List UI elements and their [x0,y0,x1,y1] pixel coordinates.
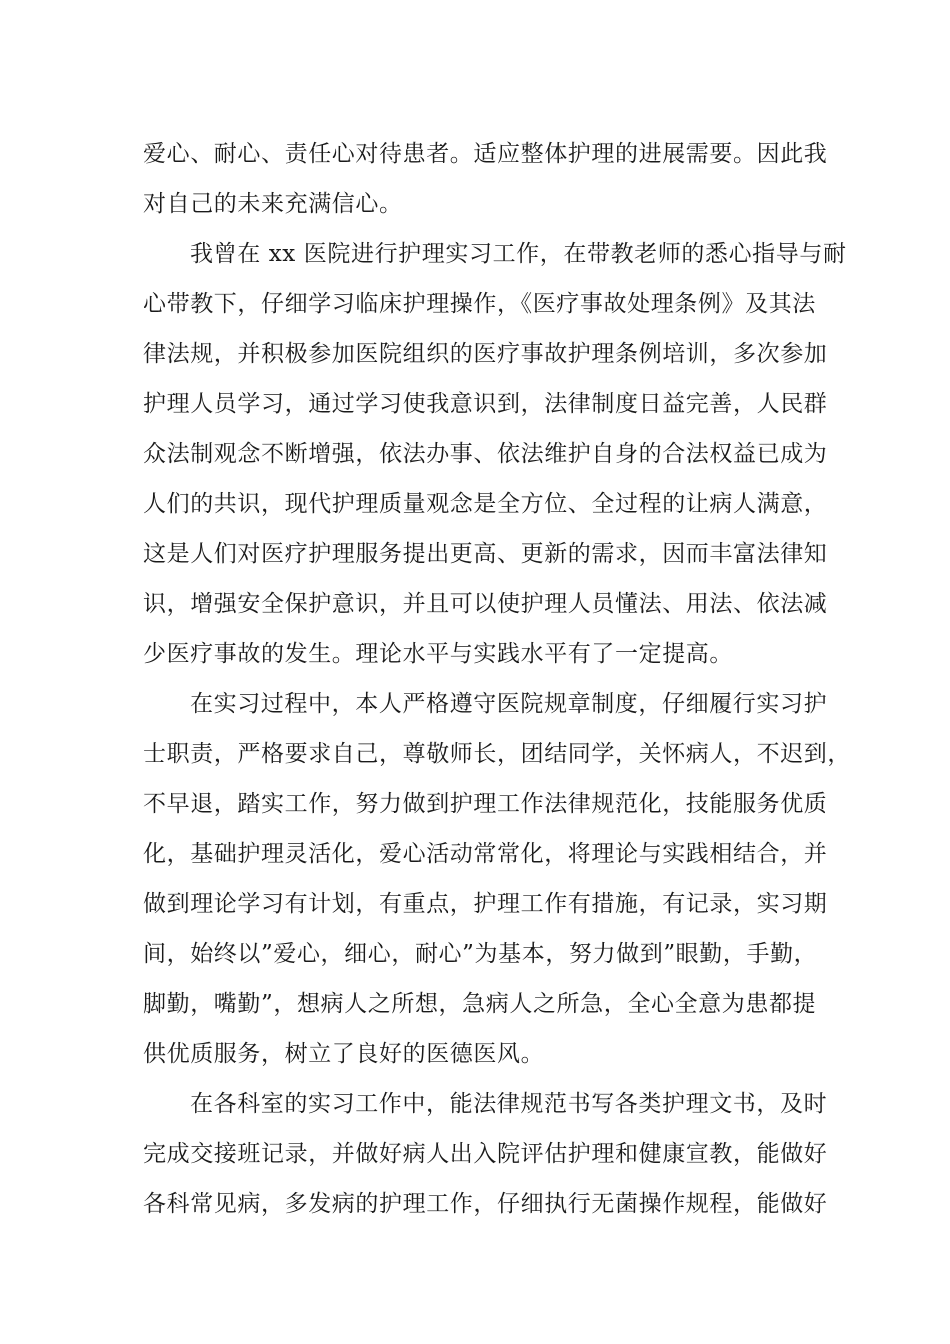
text-line-16: 做到理论学习有计划，有重点，护理工作有措施，有记录，实习期 [143,891,828,917]
text-line-11: 少医疗事故的发生。理论水平与实践水平有了一定提高。 [143,641,733,667]
text-line-19: 供优质服务，树立了良好的医德医风。 [143,1041,545,1067]
text-line-9: 这是人们对医疗护理服务提出更高、更新的需求，因而丰富法律知 [143,541,828,567]
paragraph-first-line: 在各科室的实习工作中，能法律规范书写各类护理文书，及时 [190,1091,828,1117]
text-line-5: 律法规，并积极参加医院组织的医疗事故护理条例培训，多次参加 [143,341,828,367]
text-line-21: 完成交接班记录，并做好病人出入院评估护理和健康宣教，能做好 [143,1141,828,1167]
text-line-7: 众法制观念不断增强，依法办事、依法维护自身的合法权益已成为 [143,441,828,467]
text-line-13: 士职责，严格要求自己，尊敬师长，团结同学，关怀病人，不迟到， [143,741,851,767]
paragraph-first-line: 我曾在 xx 医院进行护理实习工作，在带教老师的悉心指导与耐 [190,241,847,267]
text-line-8: 人们的共识，现代护理质量观念是全方位、全过程的让病人满意， [143,491,828,517]
text-line-4: 心带教下，仔细学习临床护理操作，《医疗事故处理条例》及其法 [143,291,816,317]
text-line-22: 各科常见病，多发病的护理工作，仔细执行无菌操作规程，能做好 [143,1191,828,1217]
text-line-18: 脚勤，嘴勤”，想病人之所想，急病人之所急，全心全意为患都提 [143,991,817,1017]
text-line-17: 间，始终以”爱心，细心，耐心”为基本，努力做到”眼勤，手勤， [143,941,818,967]
text-line-10: 识，增强安全保护意识，并且可以使护理人员懂法、用法、依法减 [143,591,828,617]
text-line-15: 化，基础护理灵活化，爱心活动常常化，将理论与实践相结合，并 [143,841,828,867]
text-line-2: 对自己的未来充满信心。 [143,191,403,217]
text-line-6: 护理人员学习，通过学习使我意识到，法律制度日益完善，人民群 [143,391,828,417]
paragraph-first-line: 在实习过程中，本人严格遵守医院规章制度，仔细履行实习护 [190,691,828,717]
text-line-14: 不早退，踏实工作，努力做到护理工作法律规范化，技能服务优质 [143,791,828,817]
text-line-1: 爱心、耐心、责任心对待患者。适应整体护理的进展需要。因此我 [143,141,828,167]
